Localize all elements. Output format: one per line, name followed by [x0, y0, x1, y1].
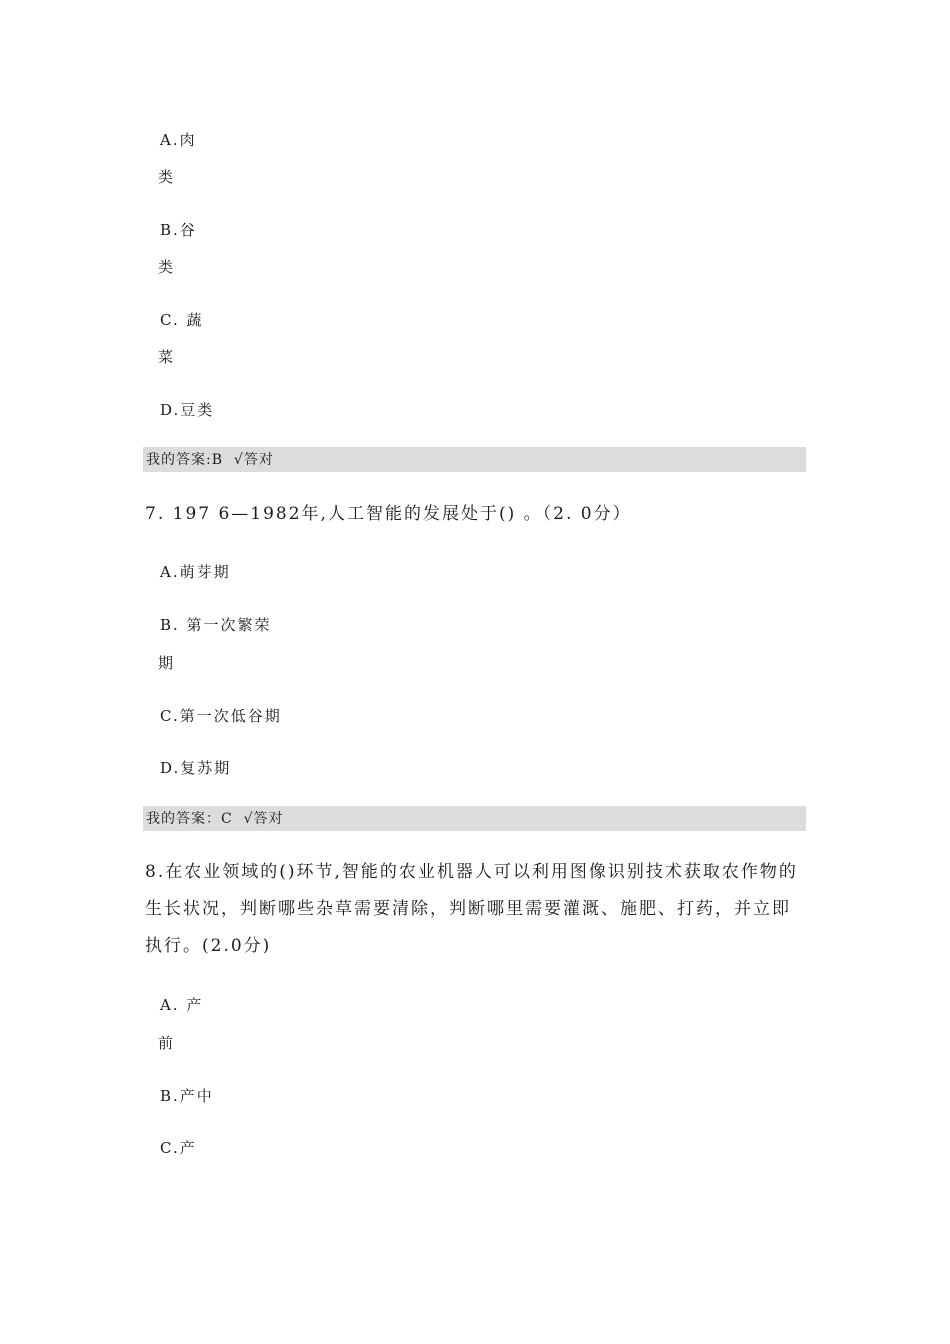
q6-option-a[interactable]: A.肉	[160, 131, 197, 149]
q6-option-d[interactable]: D.豆类	[160, 401, 215, 419]
q8-question-line-2: 生长状况，判断哪些杂草需要清除，判断哪里需要灌溉、施肥、打药，并立即	[145, 899, 791, 919]
q7-option-d[interactable]: D.复苏期	[160, 759, 232, 777]
q6-option-c-cont: 菜	[158, 348, 176, 366]
q8-option-a[interactable]: A. 产	[160, 996, 204, 1014]
q7-question-text: 7. 197 6—1982年,人工智能的发展处于() 。（2. 0分）	[145, 504, 632, 524]
q7-answer-bar	[143, 806, 806, 831]
q8-question-line-1: 8.在农业领域的()环节,智能的农业机器人可以利用图像识别技术获取农作物的	[145, 862, 798, 882]
q7-option-b-cont: 期	[158, 654, 176, 672]
q7-option-c[interactable]: C.第一次低谷期	[160, 707, 282, 725]
q7-answer-text: 我的答案：C √答对	[146, 811, 284, 827]
q6-option-b[interactable]: B.谷	[160, 221, 197, 239]
q8-option-a-cont: 前	[158, 1034, 176, 1052]
q8-question-line-3: 执行。(2.0分)	[145, 936, 272, 956]
q6-answer-bar	[143, 447, 806, 472]
q6-option-a-cont: 类	[158, 168, 176, 186]
q6-option-c[interactable]: C. 蔬	[160, 311, 204, 329]
q7-option-b[interactable]: B. 第一次繁荣	[160, 616, 272, 634]
q7-option-a[interactable]: A.萌芽期	[160, 563, 231, 581]
q8-option-b[interactable]: B.产中	[160, 1087, 214, 1105]
q6-answer-text: 我的答案:B √答对	[146, 452, 274, 468]
q6-option-b-cont: 类	[158, 258, 176, 276]
q8-option-c[interactable]: C.产	[160, 1139, 197, 1157]
